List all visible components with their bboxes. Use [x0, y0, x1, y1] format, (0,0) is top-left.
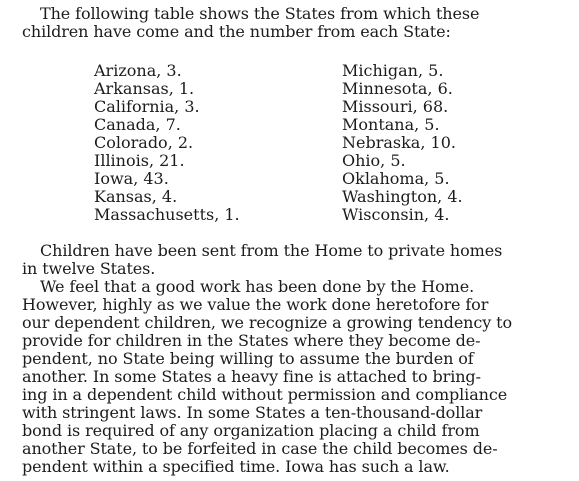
state-entry: Ohio, 5. [342, 151, 406, 170]
state-entry: Montana, 5. [342, 115, 440, 134]
state-entry: California, 3. [94, 97, 200, 116]
state-entry: Michigan, 5. [342, 61, 444, 80]
state-entry: Illinois, 21. [94, 151, 185, 170]
homes-line-2: in twelve States. [22, 259, 156, 278]
homes-line-1: Children have been sent from the Home to private homes [40, 241, 503, 260]
state-entry: Washington, 4. [342, 187, 463, 206]
state-entry: Canada, 7. [94, 115, 181, 134]
state-entry: Nebraska, 10. [342, 133, 456, 152]
work-line: with stringent laws. In some States a ten-thousand-dollar [22, 403, 483, 422]
work-line: pendent, no State being willing to assume the burden of [22, 349, 474, 368]
work-line: However, highly as we value the work done heretofore for [22, 295, 489, 314]
state-entry: Iowa, 43. [94, 169, 169, 188]
state-entry: Massachusetts, 1. [94, 205, 240, 224]
state-entry: Colorado, 2. [94, 133, 194, 152]
work-line: another State, to be forfeited in case the child becomes de- [22, 439, 498, 458]
state-entry: Arizona, 3. [94, 61, 182, 80]
work-line: We feel that a good work has been done by the Home. [40, 277, 475, 296]
work-line: ing in a dependent child without permission and compliance [22, 385, 508, 404]
intro-line-1: The following table shows the States from which these [40, 4, 480, 23]
cut-off-text-line [22, 472, 562, 481]
state-entry: Arkansas, 1. [94, 79, 195, 98]
state-entry: Missouri, 68. [342, 97, 449, 116]
state-entry: Minnesota, 6. [342, 79, 453, 98]
work-line: provide for children in the States where they become de- [22, 331, 481, 350]
work-line: our dependent children, we recognize a growing tendency to [22, 313, 513, 332]
state-entry: Oklahoma, 5. [342, 169, 450, 188]
work-line: another. In some States a heavy fine is attached to bring- [22, 367, 481, 386]
state-entry: Wisconsin, 4. [342, 205, 450, 224]
work-line: pendent within a specified time. Iowa has such a law. [22, 457, 450, 476]
work-line: bond is required of any organization placing a child from [22, 421, 480, 440]
intro-line-2: children have come and the number from each State: [22, 22, 451, 41]
state-entry: Kansas, 4. [94, 187, 178, 206]
